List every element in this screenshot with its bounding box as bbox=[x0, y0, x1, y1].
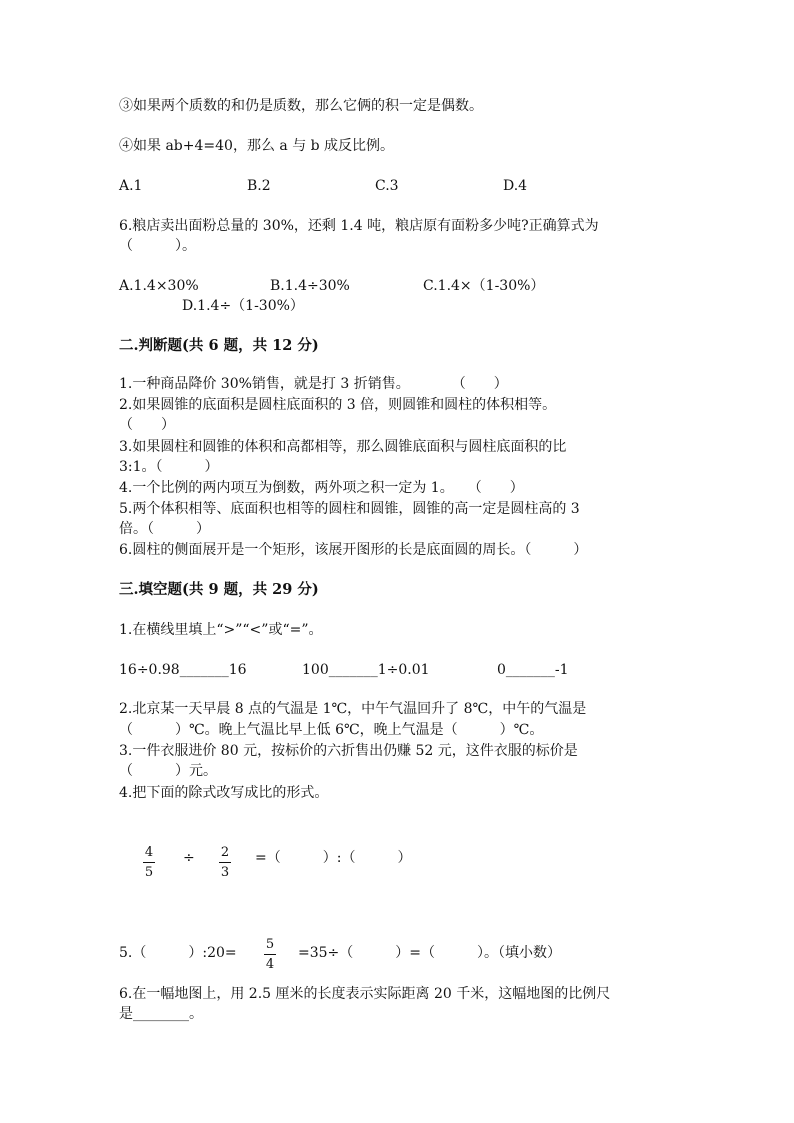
compare-blank-3: 0_______-1 bbox=[497, 662, 569, 678]
fraction-denominator: 3 bbox=[220, 865, 230, 880]
fraction-bar bbox=[264, 954, 276, 955]
fraction-denominator: 4 bbox=[265, 957, 275, 972]
compare-blank-2: 100_______1÷0.01 bbox=[302, 662, 430, 678]
fill-q4: 4.把下面的除式改写成比的形式。 bbox=[119, 785, 329, 801]
compare-blank-1: 16÷0.98_______16 bbox=[119, 662, 247, 678]
judge-item: 1.一种商品降价 30%销售，就是打 3 折销售。 （ ） bbox=[119, 376, 508, 392]
fraction-denominator: 5 bbox=[144, 865, 154, 880]
fill-q1: 1.在横线里填上“>”“<”或“=”。 bbox=[119, 622, 323, 638]
fraction-numerator: 5 bbox=[265, 937, 275, 952]
fraction-5-4 bbox=[264, 937, 276, 972]
q6-option-d: D.1.4÷（1-30%） bbox=[182, 298, 304, 314]
statement-4: ④如果 ab+4=40，那么 a 与 b 成反比例。 bbox=[119, 138, 395, 154]
judge-item: 2.如果圆锥的底面积是圆柱底面积的 3 倍，则圆锥和圆柱的体积相等。 bbox=[119, 397, 557, 413]
judge-item: 3.如果圆柱和圆锥的体积和高都相等，那么圆锥底面积与圆柱底面积的比 bbox=[119, 439, 567, 455]
judge-item: （ ） bbox=[119, 417, 175, 433]
fraction-2-3 bbox=[219, 845, 231, 880]
judge-item: 6.圆柱的侧面展开是一个矩形，该展开图形的长是底面圆的周长。（ ） bbox=[119, 542, 588, 558]
question-6-line2: （ ）。 bbox=[119, 238, 196, 254]
fraction-numerator: 2 bbox=[220, 845, 230, 860]
section-3-heading: 三.填空题(共 9 题，共 29 分) bbox=[119, 581, 319, 598]
option-d: D.4 bbox=[503, 178, 528, 194]
fill-q2-line2: （ ）℃。晚上气温比早上低 6℃，晚上气温是（ ）℃。 bbox=[119, 722, 544, 738]
fraction-numerator: 4 bbox=[144, 845, 154, 860]
section-2-heading: 二.判断题(共 6 题，共 12 分) bbox=[119, 337, 319, 354]
fill-q6-line1: 6.在一幅地图上，用 2.5 厘米的长度表示实际距离 20 千米，这幅地图的比例尺 bbox=[119, 986, 611, 1002]
option-b: B.2 bbox=[247, 178, 271, 194]
judge-item: 5.两个体积相等、底面积也相等的圆柱和圆锥，圆锥的高一定是圆柱高的 3 bbox=[119, 501, 580, 517]
judge-item: 4.一个比例的两内项互为倒数，两外项之积一定为 1。 （ ） bbox=[119, 480, 524, 496]
judge-item: 3:1。（ ） bbox=[119, 459, 219, 475]
option-c: C.3 bbox=[375, 178, 399, 194]
fill-q5-head: 5.（ ）:20= bbox=[119, 945, 237, 961]
q6-option-c: C.1.4×（1-30%） bbox=[423, 278, 545, 294]
fraction-bar bbox=[143, 862, 155, 863]
fill-q2-line1: 2.北京某一天早晨 8 点的气温是 1℃，中午气温回升了 8℃，中午的气温是 bbox=[119, 701, 587, 717]
fraction-bar bbox=[219, 862, 231, 863]
statement-3: ③如果两个质数的和仍是质数，那么它俩的积一定是偶数。 bbox=[119, 98, 483, 114]
question-6-line1: 6.粮店卖出面粉总量的 30%，还剩 1.4 吨，粮店原有面粉多少吨?正确算式为 bbox=[119, 218, 599, 234]
q6-option-b: B.1.4÷30% bbox=[270, 278, 350, 294]
judge-item: 倍。（ ） bbox=[119, 521, 210, 537]
fill-q5-tail: =35÷（ ）=（ ）。（填小数） bbox=[298, 945, 562, 961]
fill-q3-line1: 3.一件衣服进价 80 元，按标价的六折售出仍赚 52 元，这件衣服的标价是 bbox=[119, 743, 578, 759]
fill-q3-line2: （ ）元。 bbox=[119, 763, 217, 779]
q6-option-a: A.1.4×30% bbox=[119, 278, 199, 294]
fill-q6-line2: 是________。 bbox=[119, 1006, 203, 1022]
option-a: A.1 bbox=[119, 178, 143, 194]
ratio-answer: =（ ）:（ ） bbox=[255, 850, 412, 866]
division-sign: ÷ bbox=[183, 850, 195, 866]
fraction-4-5 bbox=[143, 845, 155, 880]
